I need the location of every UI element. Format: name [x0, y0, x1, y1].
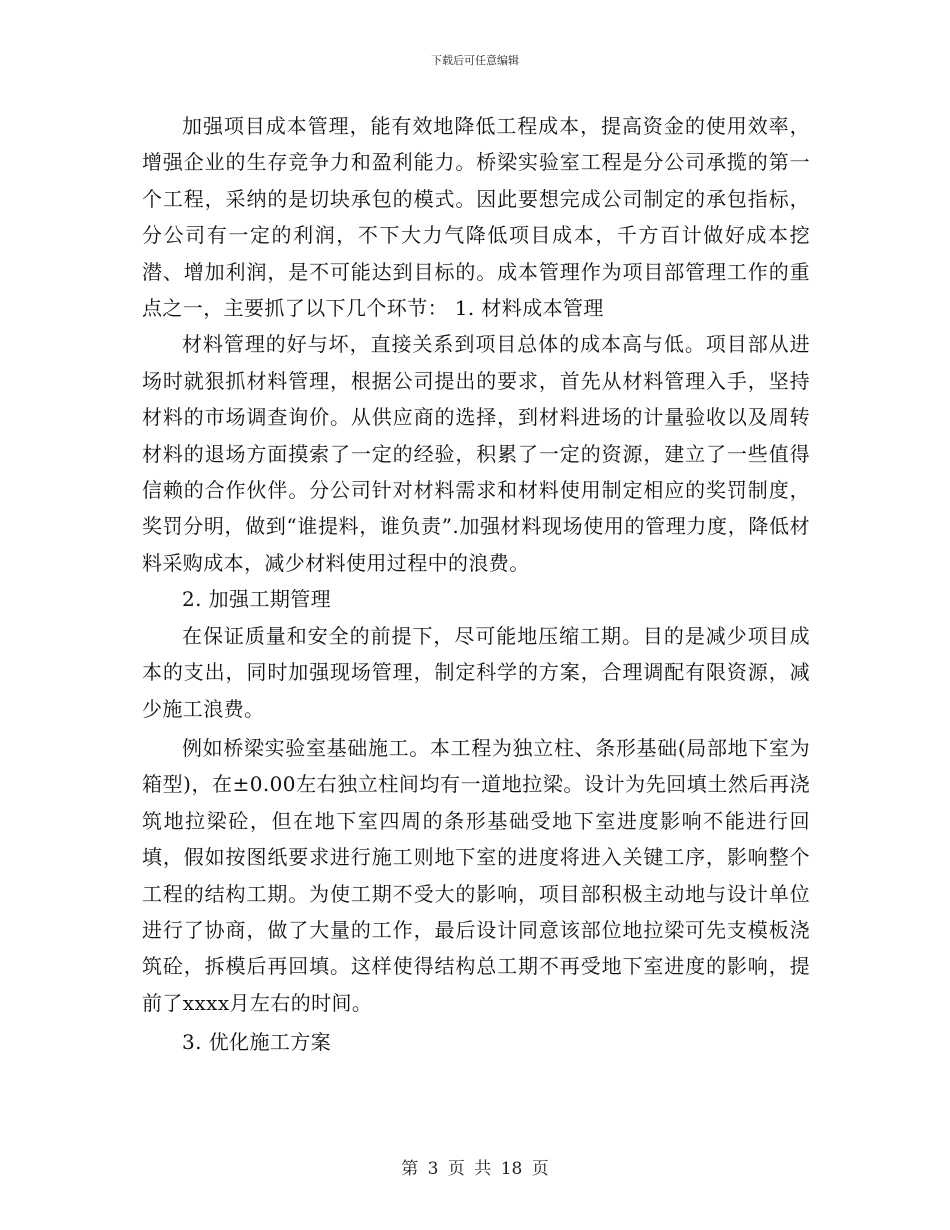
paragraph-material-management: 材料管理的好与坏，直接关系到项目总体的成本高与低。项目部从进场时就狠抓材料管理，根据公司提出的要求，首先从材料管理入手，坚持材料的市场调查询价。从供应商的选择，到材料进场的计量验收以及周转材料的退场方面摸索了一定的经验，积累了一定的资源，建立了一些值得信赖的合作伙伴。分公司针对材料需求和材料使用制定相应的奖罚制度，奖罚分明，做到“谁提料，谁负责”.加强材料现场使用的管理力度，降低材料采购成本，减少材料使用过程中的浪费。: [142, 332, 810, 575]
document-body: [142, 108, 810, 1061]
paragraph-foundation-example: 例如桥梁实验室基础施工。本工程为独立柱、条形基础(局部地下室为箱型)，在±0.00左右独立柱间均有一道地拉梁。设计为先回填土然后再浇筑地拉梁砼，但在地下室四周的条形基础受地下室进度影响不能进行回填，假如按图纸要求进行施工则地下室的进度将进入关键工序，影响整个工程的结构工期。为使工期不受大的影响，项目部积极主动地与设计单位进行了协商，做了大量的工作，最后设计同意该部位地拉梁可先支模板浇筑砼，拆模后再回填。这样使得结构总工期不再受地下室进度的影响，提前了xxxx月左右的时间。: [142, 735, 810, 1015]
page-number-footer: 第 3 页 共 18 页: [401, 1159, 549, 1179]
paragraph-cost-management-intro: 加强项目成本管理，能有效地降低工程成本，提高资金的使用效率，增强企业的生存竞争力和盈利能力。桥梁实验室工程是分公司承揽的第一个工程，采纳的是切块承包的模式。因此要想完成公司制定的承包指标，分公司有一定的利润，不下大力气降低项目成本，千方百计做好成本挖潜、增加利润，是不可能达到目标的。成本管理作为项目部管理工作的重点之一，主要抓了以下几个环节： 1. 材料成本管理: [142, 114, 810, 321]
paragraph-schedule-goal: 在保证质量和安全的前提下，尽可能地压缩工期。目的是减少项目成本的支出，同时加强现场管理，制定科学的方案，合理调配有限资源，减少施工浪费。: [142, 623, 810, 721]
section-heading-schedule: 2. 加强工期管理: [182, 587, 332, 612]
page-header-note: 下载后可任意编辑: [431, 54, 519, 67]
section-heading-optimize-plan: 3. 优化施工方案: [182, 1030, 332, 1055]
